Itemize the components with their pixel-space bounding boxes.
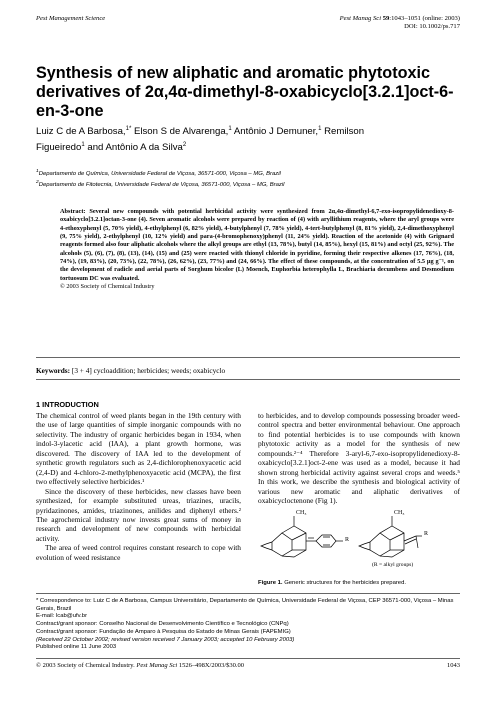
figure-caption-label: Figure 1. (258, 580, 283, 586)
figure-caption (258, 580, 460, 586)
column-left (36, 411, 241, 562)
abstract-copyright: © 2003 Society of Chemical Industry (60, 283, 155, 291)
citation-line (340, 15, 460, 23)
author-list (36, 123, 466, 155)
citation-journal: Pest Manag Sci (339, 15, 382, 22)
citation-block (340, 15, 460, 31)
affiliation-2-text: Departamento de Fitotecnia, Universidade Federal de Viçosa, 36571-000, Viçosa – MG, Brazil (38, 181, 285, 188)
r-label-left: R (345, 537, 350, 543)
author-2-sup: 1 (228, 126, 232, 132)
keywords (36, 366, 225, 375)
affiliation-1-text: Departamento de Química, Universidade Federal de Viçosa, 36571-000, Viçosa – MG, Brazil (38, 170, 281, 177)
abstract (60, 208, 454, 291)
author-1-sup: 1* (125, 126, 132, 132)
affiliations (36, 168, 466, 190)
intro-paragraph-continued: to herbicides, and to develop compounds possessing broader weed-control spectra and better environmental behaviour. One approach to find potential herbicides is to use compounds with known phytotoxic activity as a model for the synthesis of new compounds.²⁻⁴ Therefore 3-aryl-6,7-exo-isopropylidenedioxy-8-oxabicyclo[3.2.1]oct-2-ene was used as a model, because it had shown strong herbicidal activity against several crops and weeds.⁵ In this work, we describe the synthesis and biological activity of various new aromatic and aliphatic derivatives of oxabicycloctenone (Fig 1). (258, 411, 460, 506)
structure-alkyl (359, 516, 422, 557)
footer-journal: Pest Manag Sci (136, 662, 178, 669)
footer-copyright: © 2003 Society of Chemical Industry. (36, 662, 135, 669)
structure-aryl (261, 516, 343, 557)
keywords-text: [3 + 4] cycloaddition; herbicides; weeds; oxabicyclo (70, 366, 226, 375)
published-date: Published online 11 June 2003 (36, 644, 117, 651)
r-label-right: R (424, 531, 429, 537)
intro-paragraph-1: The chemical control of weed plants began in the 19th century with the use of large quantities of simple inorganic compounds with no selectivity. The industry of organic herbicides began in 1934, when indol-3-ylacetic acid (IAA), a plant growth hormone, was discovered. The discovery of IAA led to the development of synthetic growth regulators such as 2,4-dichlorophenoxyacetic acid (2,4-D) and 4-chloro-2-methylphenoxyacetic acid (MCPA), the first two effectively selective herbicides.¹ (36, 411, 241, 487)
column-right (258, 411, 460, 506)
doi[interactable]: DOI: 10.1002/ps.717 (404, 23, 460, 31)
author-5-sup: 2 (182, 141, 187, 148)
correspondence-note: * Correspondence to: Luiz C de A Barbosa, Campus Universitário, Departamento de Química, Universidade Federal de Viçosa, CEP 36571-000, Viçosa – Minas Gerais, Brazil (36, 598, 454, 612)
author-5: and Antônio A da Silva (84, 141, 183, 153)
received-dates: (Received 22 October 2002; revised version received 7 January 2003; accepted 10 February 2003) (36, 636, 295, 643)
author-4-sup: 1 (81, 141, 85, 148)
article-title: Synthesis of new aliphatic and aromatic phytotoxic derivatives of 2α,4α-dimethyl-8-oxabicyclo[3.2.1]oct-6-en-3-one (36, 64, 454, 120)
page-number: 1043 (447, 662, 460, 669)
chemical-structures (258, 500, 460, 585)
ch3-label-right: CH₃ (394, 510, 405, 516)
email-note[interactable]: E-mail: lcab@ufv.br (36, 613, 88, 620)
grant-sponsor-1: Contract/grant sponsor: Conselho Nacional de Desenvolvimento Científico e Tecnológico (CNPq) (36, 621, 289, 628)
citation-pages: :1043–1051 (online: 2003) (389, 15, 460, 22)
abstract-text: Abstract: Several new compounds with potential herbicidal activity were synthesized from 2α,4α-dimethyl-6,7-exo-isopropylidenedioxy-8-oxabicyclo[3.2.1]octan-3-one (4). Seven aromatic alcohols were prepared by reaction of (4) with aryllithium reagents, where the aryl groups were 4-ethoxyphenyl (5, 70% yield), 4-ethylphenyl (6, 82% yield), 4-butylphenyl (7, 78% yield), 4-tert-butylphenyl (8, 81% yield), 2,4-dimethoxyphenyl (9, 75% yield), 2-ethylphenyl (10, 12% yield) and para-(4-bromophenoxy)phenyl (11, 24% yield). Reaction of the acetonide (4) with Grignard reagents formed also four aliphatic alcohols where the alkyl groups are ethyl (13, 78%), butyl (14, 85%), hexyl (15, 81%) and octyl (25, 92%). The alcohols (5), (6), (7), (8), (13), (14), (15) and (25) were reacted with thionyl chloride in pyridine, forming their respective alkenes (17, 76%), (18, 74%), (19, 83%), (20, 73%), (22, 78%), (26, 62%), (23, 77%) and (24, 66%). The effect of these compounds, at the concentration of 5.5 µg g⁻¹, on the development of radicle and aerial parts of Sorghum bicolor (L) Moench, Euphorbia heterophylla L, Brachiaria decumbens and Desmodium tortuosum DC was evaluated. (60, 208, 454, 282)
author-4-last: Figueiredo (36, 141, 82, 153)
footnote-rule (36, 593, 460, 594)
r-note: (R = alkyl groups) (372, 562, 414, 568)
footer-rule (36, 658, 460, 659)
affiliation-1 (36, 168, 466, 179)
figure-1 (258, 500, 460, 585)
affiliation-2 (36, 179, 466, 190)
figure-caption-text: Generic structures for the herbicides prepared. (282, 580, 406, 586)
footnotes (36, 598, 460, 652)
citation-volume: 59 (382, 15, 390, 22)
footer-citation (36, 662, 244, 669)
affiliation-1-num: 1 (36, 169, 39, 174)
author-4-first: Remilson (321, 126, 365, 138)
journal-name: Pest Management Science (36, 15, 106, 22)
intro-paragraph-3: The area of weed control requires constant research to cope with evolution of weed resistance (36, 543, 241, 562)
keywords-top-rule (36, 357, 460, 358)
keywords-bottom-rule (36, 379, 460, 380)
keywords-label: Keywords: (36, 366, 71, 375)
author-2: Elson S de Alvarenga, (131, 126, 229, 138)
author-1: Luiz C de A Barbosa, (36, 126, 126, 138)
grant-sponsor-2: Contract/grant sponsor: Fundação de Amparo à Pesquisa do Estado de Minas Gerais (FAPEMIG) (36, 628, 291, 635)
section-title: 1 INTRODUCTION (36, 400, 99, 409)
ch3-label-left: CH₃ (296, 510, 307, 516)
footer-issn: 1526–498X/2003/$30.00 (178, 662, 244, 669)
author-3-sup: 1 (318, 126, 322, 132)
author-3: Antônio J Demuner, (231, 126, 319, 138)
affiliation-2-num: 2 (36, 179, 39, 185)
intro-paragraph-2: Since the discovery of these herbicides, new classes have been synthesized, for example substituted ureas, triazines, uracils, pyridazinones, amides, triazinones, anilides and diphenyl ethers.² The agrochemical industry now invests great sums of money in research and development of new compounds with herbicidal activity. (36, 486, 241, 543)
